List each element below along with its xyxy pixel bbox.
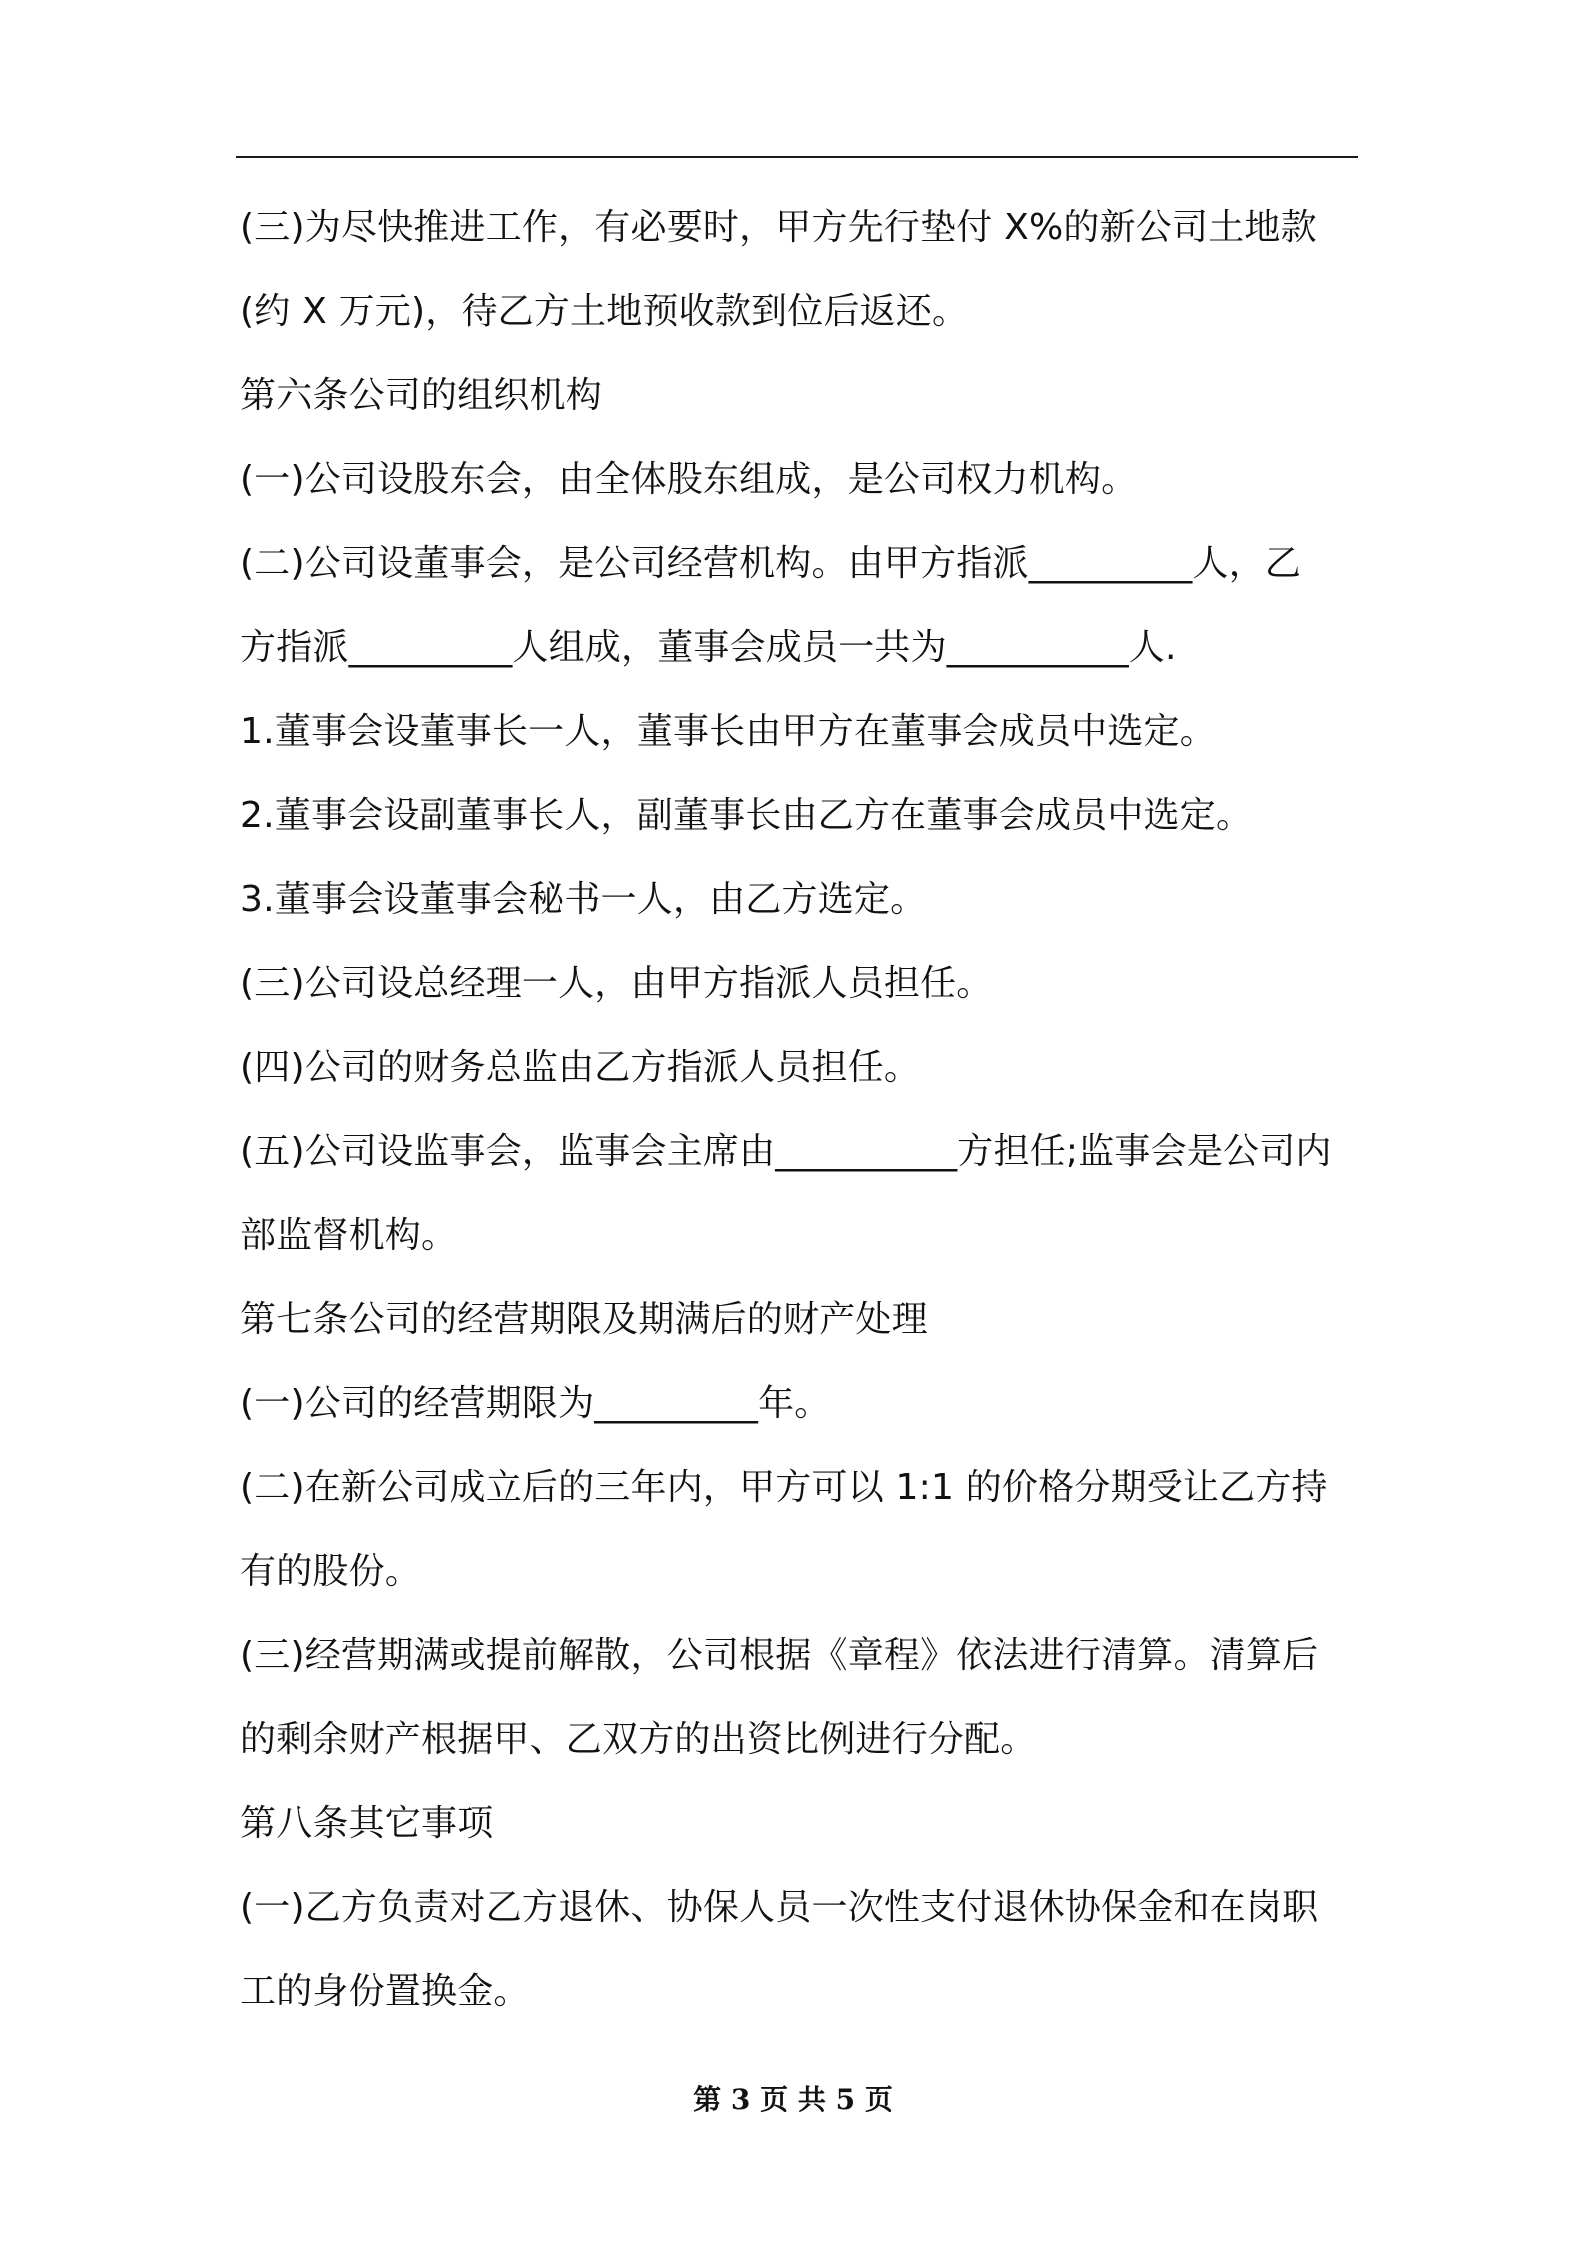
text-line: 部监督机构。: [240, 1215, 458, 1256]
section-heading: 第六条公司的组织机构: [240, 375, 603, 416]
text-line: (一)公司设股东会，由全体股东组成，是公司权力机构。: [240, 459, 1138, 500]
section-heading: 第八条其它事项: [240, 1803, 494, 1844]
text-line: 方指派_________人组成，董事会成员一共为__________人.: [240, 627, 1177, 668]
text-line: (二)在新公司成立后的三年内，甲方可以 1:1 的价格分期受让乙方持: [240, 1467, 1328, 1508]
text-line: 2.董事会设副董事长人，副董事长由乙方在董事会成员中选定。: [240, 795, 1253, 836]
text-line: (约 X 万元)，待乙方土地预收款到位后返还。: [240, 291, 969, 332]
header-rule: [236, 156, 1358, 158]
text-line: (一)乙方负责对乙方退休、协保人员一次性支付退休协保金和在岗职: [240, 1887, 1319, 1928]
text-line: 3.董事会设董事会秘书一人，由乙方选定。: [240, 879, 927, 920]
text-line: 1.董事会设董事长一人，董事长由甲方在董事会成员中选定。: [240, 711, 1216, 752]
text-line: (二)公司设董事会，是公司经营机构。由甲方指派_________人，乙: [240, 543, 1302, 584]
text-line: (三)为尽快推进工作，有必要时，甲方先行垫付 X%的新公司土地款: [240, 207, 1317, 248]
page-number-footer: 第 3 页 共 5 页: [693, 2083, 893, 2116]
text-line: 的剩余财产根据甲、乙双方的出资比例进行分配。: [240, 1719, 1037, 1760]
text-line: (四)公司的财务总监由乙方指派人员担任。: [240, 1047, 921, 1088]
section-heading: 第七条公司的经营期限及期满后的财产处理: [240, 1299, 928, 1340]
text-line: (一)公司的经营期限为_________年。: [240, 1383, 831, 1424]
text-line: (五)公司设监事会，监事会主席由__________方担任;监事会是公司内: [240, 1131, 1332, 1172]
text-line: (三)公司设总经理一人，由甲方指派人员担任。: [240, 963, 993, 1004]
document-body: [240, 186, 1360, 2034]
text-line: 有的股份。: [240, 1551, 422, 1592]
text-line: (三)经营期满或提前解散，公司根据《章程》依法进行清算。清算后: [240, 1635, 1319, 1676]
text-line: 工的身份置换金。: [240, 1971, 530, 2012]
